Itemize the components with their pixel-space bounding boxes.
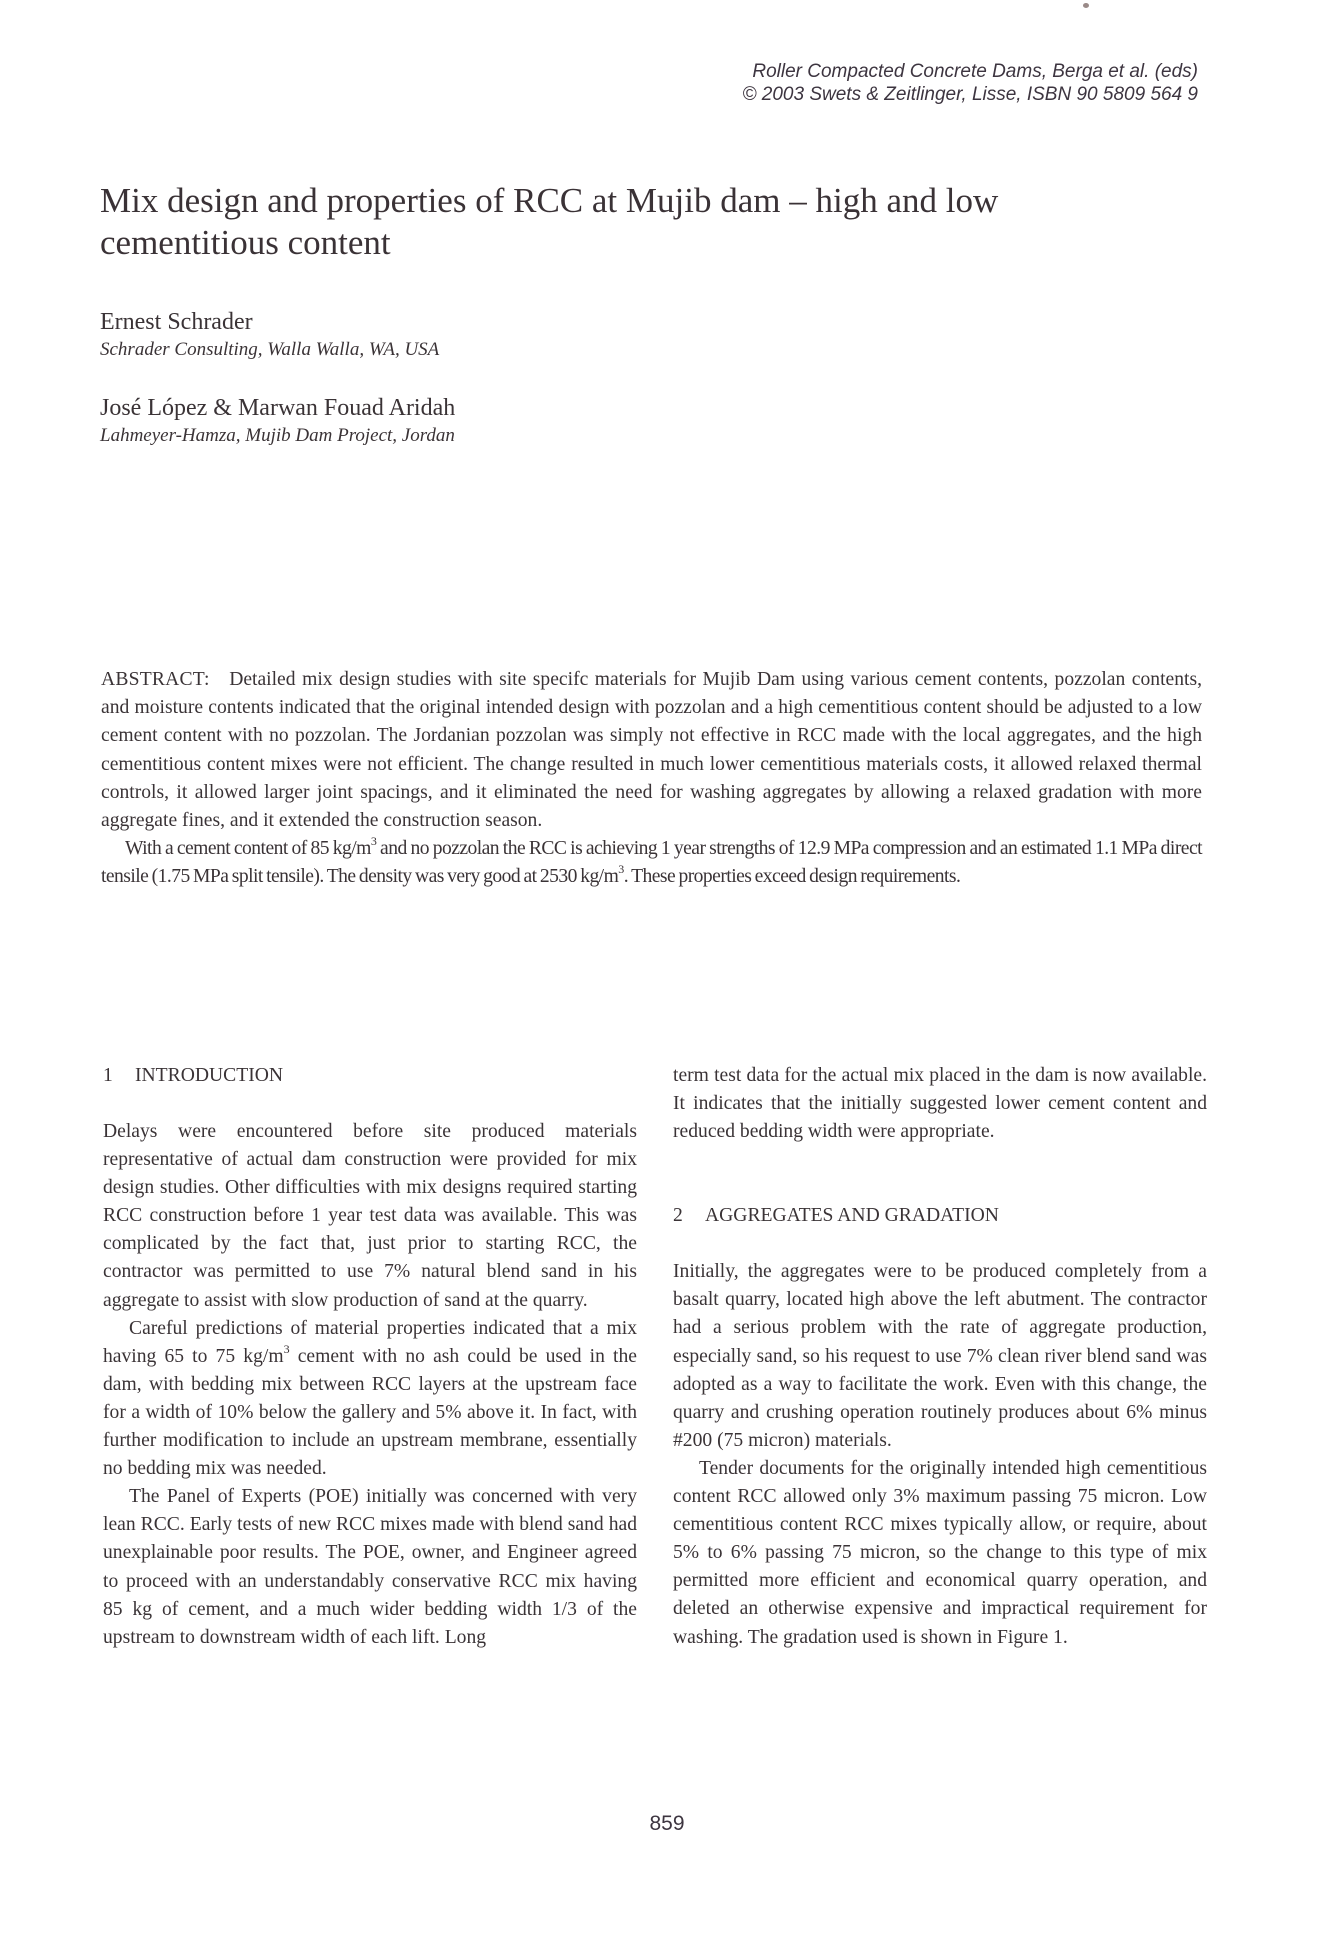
left-column (103, 1062, 637, 1652)
body-paragraph: Delays were encountered before site produced materials representative of actual dam construction were provided for mix design studies. Other difficulties with mix designs required starting RCC construction before 1 year test data was available. This was complicated by the fact that, just prior to starting RCC, the contractor was permitted to use 7% natural blend sand in his aggregate to assist with slow production of sand at the quarry. (103, 1121, 637, 1311)
abstract-label: ABSTRACT: (101, 669, 210, 690)
section-title: AGGREGATES AND GRADATION (705, 1205, 999, 1227)
section-number: 1 (103, 1065, 113, 1086)
author-name: José López & Marwan Fouad Aridah (100, 395, 456, 421)
abstract-text: Detailed mix design studies with site specifc materials for Mujib Dam using various cement contents, pozzolan contents, and moisture contents indicated that the original intended design with pozzolan and a high cementitious content should be adjusted to a low cement content with no pozzolan. The Jordanian pozzolan was simply not effective in RCC made with the local aggregates, and the high cementitious content mixes were not efficient. The change resulted in much lower cementitious materials costs, it allowed relaxed thermal controls, it allowed larger joint spacings, and it eliminated the need for washing aggregates by allowing a relaxed gradation with more aggregate fines, and it extended the construction season. (101, 669, 1202, 832)
body-paragraph: Tender documents for the originally intended high cementitious content RCC allowed only 3% maximum passing 75 micron. Low cementitious content RCC mixes typically allow, or require, about 5% to 6% passing 75 micron, so the change to this type of mix permitted more efficient and economical quarry operation, and deleted an otherwise expensive and impractical requirement for washing. The gradation used is shown in Figure 1. (673, 1457, 1207, 1648)
running-head-line-2: © 2003 Swets & Zeitlinger, Lisse, ISBN 90 5809 564 9 (742, 84, 1198, 105)
author-block-2 (100, 394, 455, 448)
body-paragraph: Careful predictions of material properties indicated that a mix having 65 to 75 $kg/m^3$ cement with no ash could be used in the dam, with bedding mix between RCC layers at the upstream face for a width of 10% below the gallery and 5% above it. In fact, with further modification to include an upstream membrane, essentially no bedding mix was needed. (103, 1317, 637, 1480)
section-number: 2 (673, 1205, 683, 1227)
abstract-paragraph-1 (101, 666, 1202, 835)
section-heading-introduction (103, 1062, 637, 1090)
abstract-paragraph-2: With a cement content of 85 $kg/m^3$ and no pozzolan the RCC is achieving 1 year strengths of 12.9 MPa compression and an estimated 1.1 MPa direct tensile (1.75 MPa split tensile). The density was very good at 2530 $kg/m^3$. These properties exceed design requirements. (101, 834, 1202, 888)
body-paragraph: The Panel of Experts (POE) initially was concerned with very lean RCC. Early tests of new RCC mixes made with blend sand had unexplainable poor results. The POE, owner, and Engineer agreed to proceed with an understandably conservative RCC mix having 85 kg of cement, and a much wider bedding width 1/3 of the upstream to downstream width of each lift. Long (103, 1486, 637, 1648)
abstract (101, 666, 1202, 892)
running-head (743, 60, 1199, 106)
author-block-1 (100, 308, 439, 362)
author-affiliation: Lahmeyer-Hamza, Mujib Dam Project, Jordan (100, 425, 455, 446)
section-heading-aggregates (673, 1202, 1207, 1230)
body-paragraph-continued: term test data for the actual mix placed in the dam is now available. It indicates that the initially suggested lower cement content and reduced bedding width were appropriate. (673, 1065, 1207, 1143)
scan-speck (1083, 3, 1089, 8)
page-number: 859 (649, 1812, 685, 1835)
paper-title: Mix design and properties of RCC at Mujib dam – high and low cementitious content (100, 181, 999, 262)
body-paragraph: Initially, the aggregates were to be produced completely from a basalt quarry, located high above the left abutment. The contractor had a serious problem with the rate of aggregate production, especially sand, so his request to use 7% clean river blend sand was adopted as a way to facilitate the work. Even with this change, the quarry and crushing operation routinely produces about 6% minus #200 (75 micron) materials. (673, 1261, 1207, 1451)
author-affiliation: Schrader Consulting, Walla Walla, WA, USA (100, 339, 440, 360)
right-column (673, 1062, 1207, 1652)
author-name: Ernest Schrader (100, 309, 253, 335)
running-head-line-1: Roller Compacted Concrete Dams, Berga et al. (eds) (752, 61, 1198, 82)
section-title: INTRODUCTION (135, 1065, 284, 1086)
